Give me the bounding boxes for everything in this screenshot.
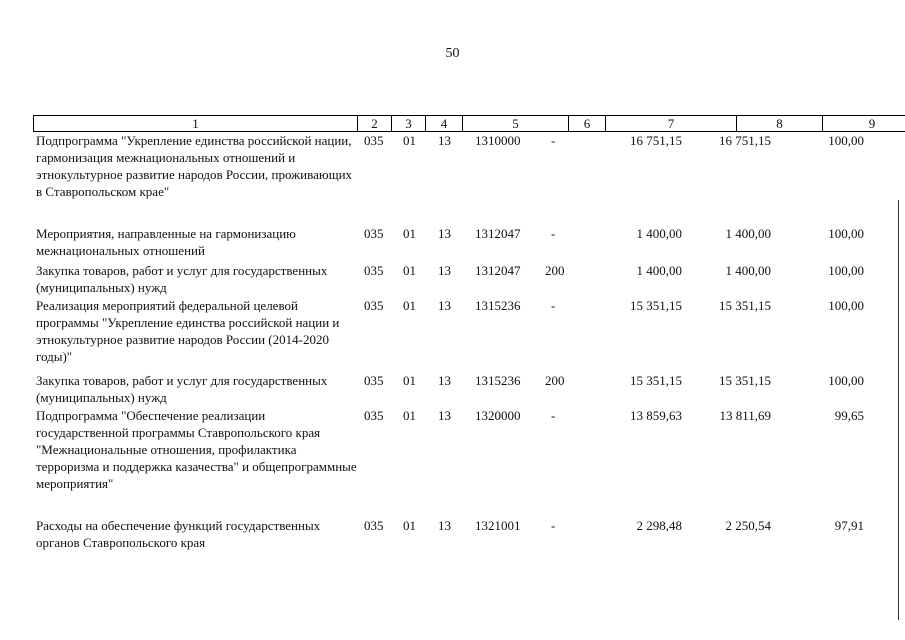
cell-target: 1320000	[475, 408, 521, 423]
scan-edge-line	[898, 200, 899, 620]
header-col-1: 1	[192, 116, 199, 131]
cell-planned: 15 351,15	[630, 298, 682, 313]
cell-percent: 100,00	[828, 133, 864, 148]
cell-percent: 100,00	[828, 373, 864, 388]
header-col-7: 7	[605, 116, 736, 131]
cell-percent: 99,65	[834, 408, 864, 423]
row-name: Подпрограмма "Обеспечение реализации государственной программы Ставропольского края "Межнациональные отношения, профилактика терроризма и поддержка казачества" и общепрограммные мероприятия"	[36, 408, 357, 491]
header-col-9: 9	[822, 116, 905, 131]
cell-expense-type: -	[551, 226, 556, 241]
cell-percent: 100,00	[828, 263, 864, 278]
header-col-3: 3	[391, 116, 425, 131]
cell-ministry: 035	[364, 298, 384, 313]
page-number: 50	[445, 46, 460, 61]
cell-planned: 13 859,63	[630, 408, 682, 423]
cell-planned: 1 400,00	[636, 263, 682, 278]
cell-target: 1321001	[475, 518, 521, 533]
cell-target: 1312047	[475, 263, 521, 278]
row-name: Мероприятия, направленные на гармонизацию межнациональных отношений	[36, 226, 296, 258]
cell-subsection: 13	[438, 263, 451, 278]
cell-section: 01	[403, 263, 416, 278]
cell-section: 01	[403, 298, 416, 313]
cell-ministry: 035	[364, 133, 384, 148]
cell-expense-type: -	[551, 133, 556, 148]
row-name: Закупка товаров, работ и услуг для государственных (муниципальных) нужд	[36, 373, 328, 405]
cell-target: 1312047	[475, 226, 521, 241]
row-name: Подпрограмма "Укрепление единства российской нации, гармонизация межнациональных отношений и этнокультурное развитие народов России, проживающих в Ставропольском крае"	[36, 133, 353, 199]
cell-executed: 16 751,15	[719, 133, 771, 148]
cell-subsection: 13	[438, 298, 451, 313]
cell-subsection: 13	[438, 518, 451, 533]
cell-planned: 2 298,48	[636, 518, 682, 533]
row-name: Расходы на обеспечение функций государственных органов Ставропольского края	[36, 518, 321, 550]
cell-target: 1315236	[475, 373, 521, 388]
header-col-4: 4	[425, 116, 462, 131]
table-header	[33, 115, 905, 132]
cell-planned: 16 751,15	[630, 133, 682, 148]
cell-executed: 15 351,15	[719, 373, 771, 388]
cell-subsection: 13	[438, 226, 451, 241]
cell-section: 01	[403, 373, 416, 388]
cell-expense-type: -	[551, 298, 556, 313]
cell-executed: 13 811,69	[719, 408, 771, 423]
cell-expense-type: -	[551, 518, 556, 533]
cell-target: 1310000	[475, 133, 521, 148]
cell-target: 1315236	[475, 298, 521, 313]
cell-planned: 1 400,00	[636, 226, 682, 241]
cell-expense-type: 200	[545, 373, 565, 388]
cell-section: 01	[403, 133, 416, 148]
cell-subsection: 13	[438, 373, 451, 388]
cell-section: 01	[403, 518, 416, 533]
row-name: Закупка товаров, работ и услуг для государственных (муниципальных) нужд	[36, 263, 328, 295]
cell-subsection: 13	[438, 408, 451, 423]
cell-executed: 1 400,00	[725, 263, 771, 278]
cell-expense-type: -	[551, 408, 556, 423]
cell-percent: 100,00	[828, 226, 864, 241]
cell-planned: 15 351,15	[630, 373, 682, 388]
cell-ministry: 035	[364, 518, 384, 533]
cell-subsection: 13	[438, 133, 451, 148]
cell-executed: 15 351,15	[719, 298, 771, 313]
row-name: Реализация мероприятий федеральной целевой программы "Укрепление единства российской нации и этнокультурное развитие народов России (2014-2020 годы)"	[36, 298, 340, 364]
header-col-5: 5	[462, 116, 568, 131]
cell-executed: 1 400,00	[725, 226, 771, 241]
cell-ministry: 035	[364, 263, 384, 278]
header-col-6: 6	[568, 116, 605, 131]
cell-section: 01	[403, 226, 416, 241]
cell-executed: 2 250,54	[725, 518, 771, 533]
cell-ministry: 035	[364, 408, 384, 423]
cell-expense-type: 200	[545, 263, 565, 278]
cell-percent: 97,91	[834, 518, 864, 533]
header-col-2: 2	[357, 116, 391, 131]
cell-ministry: 035	[364, 226, 384, 241]
cell-ministry: 035	[364, 373, 384, 388]
cell-percent: 100,00	[828, 298, 864, 313]
header-col-8: 8	[736, 116, 822, 131]
cell-section: 01	[403, 408, 416, 423]
